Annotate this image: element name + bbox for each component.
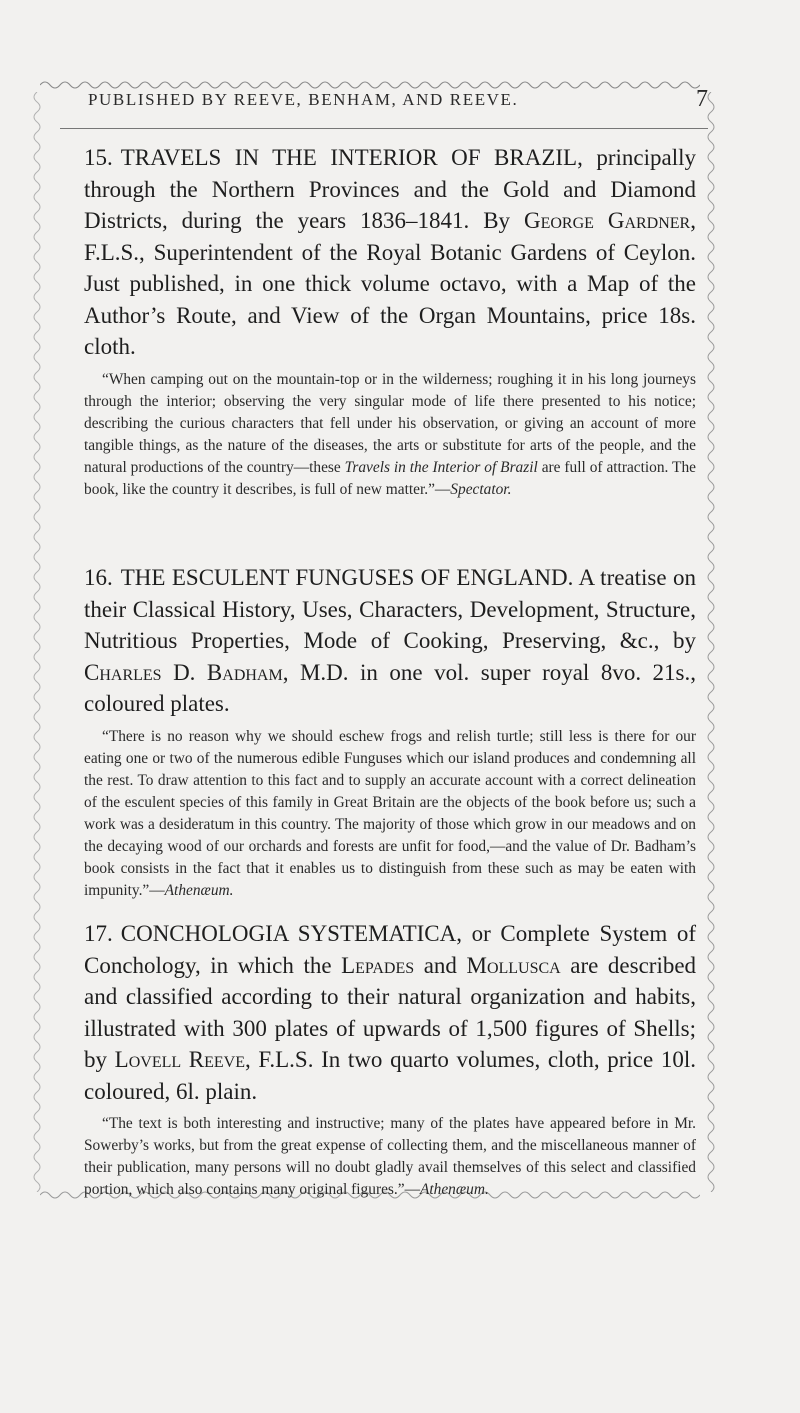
running-head: PUBLISHED BY REEVE, BENHAM, AND REEVE.: [88, 90, 519, 109]
entry-title: CONCHOLOGIA SYSTEMATICA,: [120, 921, 462, 946]
review-source: Spectator.: [450, 480, 512, 498]
page-header: [88, 88, 708, 118]
catalog-entry-16: [84, 562, 696, 902]
review-quote: [84, 369, 696, 501]
entry-author: George Gardner,: [523, 208, 696, 233]
entry-text: A treatise on their Classical History, Uses, Characters, Development, Structure, Nutritious Properties, Mode of Cooking, Preserving, &c., by: [84, 565, 696, 653]
review-quote: [84, 1113, 696, 1201]
entry-text: principally through the Northern Provinces and the Gold and Diamond Districts, during the years 1836–1841. By: [84, 145, 696, 233]
review-text-continued: are full of attraction. The book, like the country it describes, is full of new matter.”—: [84, 458, 696, 498]
entry-caps-mollusca: Mollusca: [466, 952, 561, 978]
page-number: 7: [696, 86, 708, 112]
review-text: “There is no reason why we should eschew frogs and relish turtle; still less is there for our eating one or two of the numerous edible Funguses which our island produces and condemning all the rest. To draw attention to this fact and to supply an accurate account with a correct delineation of the esculent species of this family in Great Britain are the objects of the book before us; such a work was a desideratum in this country. The majority of those which grow in our meadows and on the decaying wood of our orchards and forests are unfit for food,—and the value of Dr. Badham’s book consists in the fact that it enables us to distinguish from these such as may be eaten with impunity.”—: [84, 727, 696, 899]
entry-caps-lepades: Lepades: [341, 952, 415, 978]
entry-number: 16.: [84, 565, 113, 590]
entry-author: Charles D. Badham,: [84, 659, 289, 685]
left-ornament-border: [30, 92, 44, 1192]
entry-number: 15.: [84, 145, 113, 170]
entry-description: [84, 142, 696, 363]
entry-text-continued: M.D. in one vol. super royal 8vo. 21s., coloured plates.: [84, 659, 697, 716]
review-italic-title: Travels in the Interior of Brazil: [344, 458, 538, 476]
header-rule: [60, 128, 708, 129]
entry-description: [84, 918, 696, 1107]
entry-text-continued: F.L.S., Superintendent of the Royal Botanic Gardens of Ceylon. Just published, in one thick volume octavo, with a Map of the Author’s Route, and View of the Organ Mountains, price 18s. cloth.: [84, 239, 696, 359]
entry-title: THE ESCULENT FUNGUSES OF ENGLAND.: [120, 565, 574, 590]
entry-text-and: and: [423, 952, 457, 978]
entry-text-more: are described and classified according to their natural organization and habits, illustrated with 300 plates of upwards of 1,500 figures of Shells; by: [84, 952, 697, 1072]
review-quote: [84, 726, 696, 902]
entry-text-continued: F.L.S. In two quarto volumes, cloth, price 10l. coloured, 6l. plain.: [84, 1047, 696, 1104]
review-text: “The text is both interesting and instructive; many of the plates have appeared before in Mr. Sowerby’s works, but from the great expense of collecting them, and the miscellaneous manner of their publication, many persons will no doubt gladly avail themselves of this select and classified portion, which also contains many original figures.”—: [84, 1115, 696, 1198]
entry-text: or Complete System of Conchology, in which the: [84, 921, 696, 978]
catalog-entry-15: [84, 142, 696, 501]
entry-description: [84, 562, 696, 720]
entry-author: Lovell Reeve,: [114, 1047, 251, 1072]
review-text: “When camping out on the mountain-top or in the wilderness; roughing it in his long journeys through the interior; observing the very singular mode of life there presented to his notice; describing the curious characters that fell under his observation, or giving an account of more tangible things, as the nature of the diseases, the arts or substitute for arts of the people, and the natural productions of the country—these: [84, 370, 696, 476]
review-source: Athenæum.: [164, 881, 234, 899]
catalog-entry-17: [84, 918, 696, 1201]
right-ornament-border: [704, 92, 718, 1192]
entry-title: TRAVELS IN THE INTERIOR OF BRAZIL,: [120, 145, 583, 170]
review-source: Athenæum.: [419, 1181, 489, 1198]
entry-number: 17.: [84, 921, 113, 946]
